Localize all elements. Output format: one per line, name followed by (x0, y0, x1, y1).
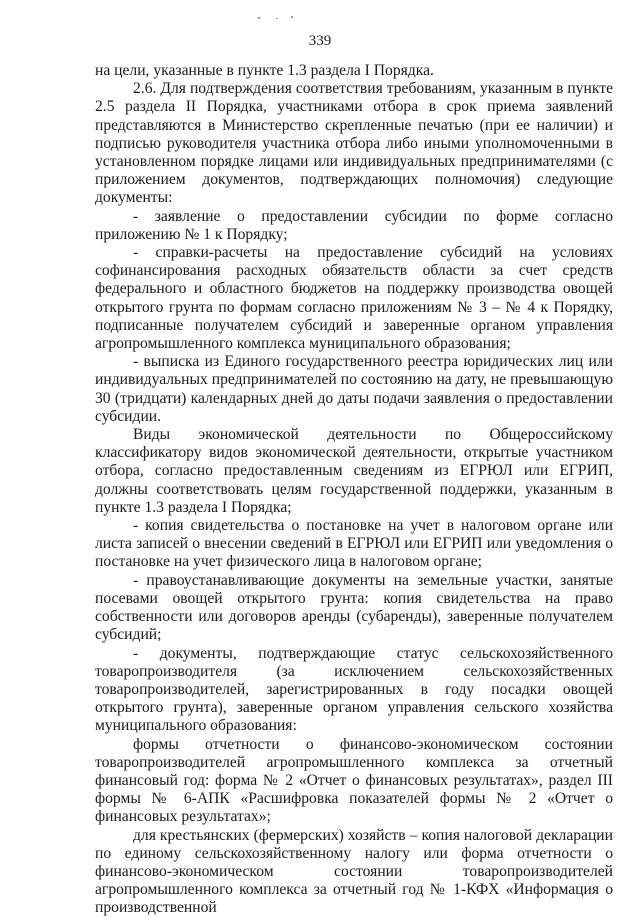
paragraph: на цели, указанные в пункте 1.3 раздела I Порядка. (95, 62, 434, 79)
document-body (95, 62, 613, 918)
scan-speck (258, 17, 260, 19)
paragraph: - правоустанавливающие документы на земельные участки, занятые посевами овощей открытого грунта: копия свидетельства на право собственности или договоров аренды (субаренды), заверенные получателем субсидий; (95, 571, 613, 644)
paragraph: Виды экономической деятельности по Общероссийскому классификатору видов экономической деятельности, открытые участником отбора, согласно предоставленным сведениям из ЕГРЮЛ или ЕГРИП, должны соответствовать целям государственной поддержки, указанным в пункте 1.3 раздела I Порядка; (95, 426, 613, 516)
paragraph: - заявление о предоставлении субсидии по форме согласно приложению № 1 к Порядку; (95, 207, 613, 243)
paragraph: для крестьянских (фермерских) хозяйств – копия налоговой декларации по единому сельскохозяйственному налогу или форма отчетности о финансово-экономическом состоянии товаропроизводителей агропромышленного комплекса за отчетный год № 1-КФХ «Информация о производственной (95, 826, 613, 917)
page-number: 339 (308, 33, 332, 49)
scan-speck (276, 18, 278, 19)
paragraph: - копия свидетельства о постановке на учет в налоговом органе или листа записей о внесении сведений в ЕГРЮЛ или ЕГРИП или уведомления о постановке на учет физического лица в налоговом органе; (95, 517, 613, 571)
paragraph: - справки-расчеты на предоставление субсидий на условиях софинансирования расходных обязательств области за счет средств федерального и областного бюджетов на поддержку производства овощей открытого грунта по формам согласно приложениям № 3 – № 4 к Порядку, подписанные получателем субсидий и заверенные органом управления агропромышленного комплекса муниципального образования; (95, 244, 613, 353)
paragraph: - выписка из Единого государственного реестра юридических лиц или индивидуальных предпринимателей по состоянию на дату, не превышающую 30 (тридцати) календарных дней до даты подачи заявления о предоставлении субсидии. (95, 353, 613, 425)
paragraph: - документы, подтверждающие статус сельскохозяйственного товаропроизводителя (за исключением сельскохозяйственных товаропроизводителей, зарегистрированных в году посадки овощей открытого грунта), заверенные органом управления сельского хозяйства муниципального образования: (95, 644, 613, 735)
scan-speck (291, 16, 293, 18)
paragraph: 2.6. Для подтверждения соответствия требованиям, указанным в пункте 2.5 раздела II Порядка, участниками отбора в срок приема заявлений представляются в Министерство скрепленные печатью (при ее наличии) и подписью руководителя участника отбора либо иными уполномоченными в установленном порядке лицами или индивидуальных предпринимателями (с приложением документов, подтверждающих полномочия) следующие документы: (95, 80, 613, 207)
paragraph: формы отчетности о финансово-экономическом состоянии товаропроизводителей агропромышленного комплекса за отчетный финансовый год: форма № 2 «Отчет о финансовых результатах», раздел III формы № 6-АПК «Расшифровка показателей формы № 2 «Отчет о финансовых результатах»; (95, 735, 613, 826)
